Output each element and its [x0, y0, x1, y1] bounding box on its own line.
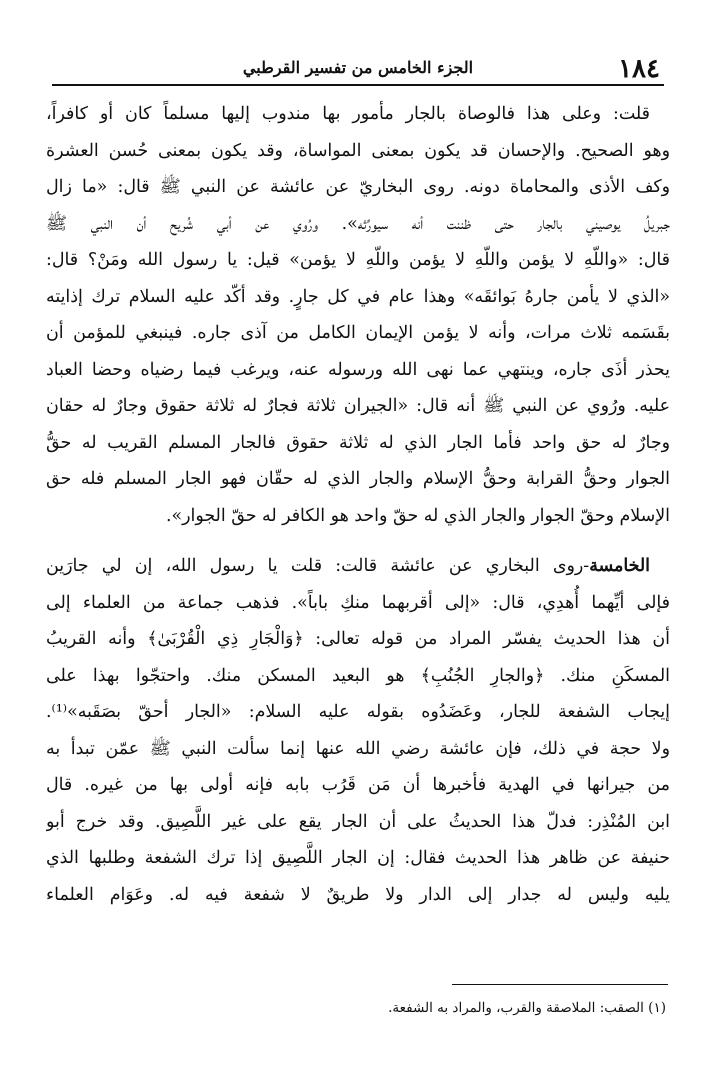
page-header	[56, 54, 660, 86]
text-line: قال: «واللّهِ لا يؤمن واللّهِ لا يؤمن واللّهِ لا يؤمن» قيل: يا رسول الله ومَنْ؟ قال:	[46, 250, 670, 270]
text-line: وجارٌ له حق واحد فأما الجار الذي له ثلاثة حقوق فالجار المسلم القريب له حقُّ	[46, 432, 670, 453]
text-line: يحذر أذَى جاره، وينتهي عما نهى الله ورسوله عنه، ويرغب فيما رضياه وحضا العباد	[46, 359, 670, 380]
paragraph-gap	[46, 534, 670, 548]
text-line: حنيفة عن ظاهر هذا الحديث فقال: إن الجار اللَّصِيق إذا ترك الشفعة وطلبها الذي	[46, 848, 670, 868]
text-line: عليه. ورُوي عن النبي ﷺ أنه قال: «الجيران ثلاثة فجارٌ له ثلاثة حقوق وجارٌ له حقان	[46, 396, 670, 416]
footnote-rule	[452, 984, 668, 985]
text-line: قلت: وعلى هذا فالوصاة بالجار مأمور بها مندوب إليها مسلماً كان أو كافراً،	[46, 104, 650, 124]
text-line: ابن المُنْذِر: فدلّ هذا الحديثُ على أن الجار يقع على غير اللَّصِيق. وقد خرج أبو	[46, 811, 670, 832]
text-line	[46, 548, 670, 585]
text-line: وهو الصحيح. والإحسان قد يكون بمعنى المواساة، وقد يكون بمعنى حُسن العشرة	[46, 140, 670, 161]
body-text	[46, 96, 670, 913]
text-line: المسكَنِ منك. ﴿والجارِ الجُنُبِ﴾ هو البعيد المسكن منك. واحتجّوا بهذا على	[46, 665, 670, 686]
page-number: ١٨٤	[618, 54, 660, 84]
text-line: «الذي لا يأمن جارهُ بَوائقَه» وهذا عام في كل جارٍ. وقد أكّد عليه السلام ترك إذايته	[46, 286, 670, 307]
text-line: ولا حجة في ذلك، فإن عائشة رضي الله عنها إنما سألت النبي ﷺ عمّن تبدأ به	[46, 738, 670, 759]
text-line: وكف الأذى والمحاماة دونه. روى البخاريّ عن عائشة عن النبي ﷺ قال: «ما زال	[46, 177, 670, 197]
text-line: جبريلُ يوصيني بالجار حتى ظننت أنه سيورِّثه». ورُوي عن أبي شُريح أن النبي ﷺ	[46, 213, 670, 234]
text-line: أن هذا الحديث يفسّر المراد من قوله تعالى: ﴿وَالْجَارِ ذِي الْقُرْبَىٰ﴾ وأنه القريبُ	[46, 629, 670, 649]
text-line: من جيرانها في الهدية فأخبرها أن مَن قَرُب بابه فإنه أولى بها من غيره. قال	[46, 775, 670, 795]
text-line: الجوار وحقُّ القرابة وحقُّ الإسلام والجار الذي له حقّان فهو الجار المسلم فله حق	[46, 469, 670, 489]
footnote: (١) الصقب: الملاصقة والقرب، والمراد به الشفعة.	[388, 1000, 666, 1016]
running-title: الجزء الخامس من تفسير القرطبي	[242, 58, 474, 77]
text-line: يليه وليس له جدار إلى الدار ولا طريقٌ لا شفعة فيه له. وعَوَام العلماء	[46, 884, 670, 905]
section-lead: الخامسة	[589, 556, 650, 576]
text-line: فإلى أيِّهما أُهدِي، قال: «إلى أقربهما منكِ باباً». فذهب جماعة من العلماء إلى	[46, 592, 670, 613]
text-line: بقَسَمه ثلاث مرات، وأنه لا يؤمن الإيمان الكامل من آذى جاره. فينبغي للمؤمن أن	[46, 323, 670, 343]
header-rule	[52, 84, 664, 86]
text-line: إيجاب الشفعة للجار، وعَضَدُوه بقوله عليه السلام: «الجار أحقّ بصَقَبه»⁽¹⁾.	[46, 702, 670, 722]
text-line: الإسلام وحقّ الجوار والجار الذي له حقّ واحد هو الكافر له حقّ الجوار».	[165, 505, 670, 526]
text-line-rest: -روى البخاري عن عائشة قالت: قلت يا رسول الله، إن لي جارَين	[46, 556, 590, 576]
